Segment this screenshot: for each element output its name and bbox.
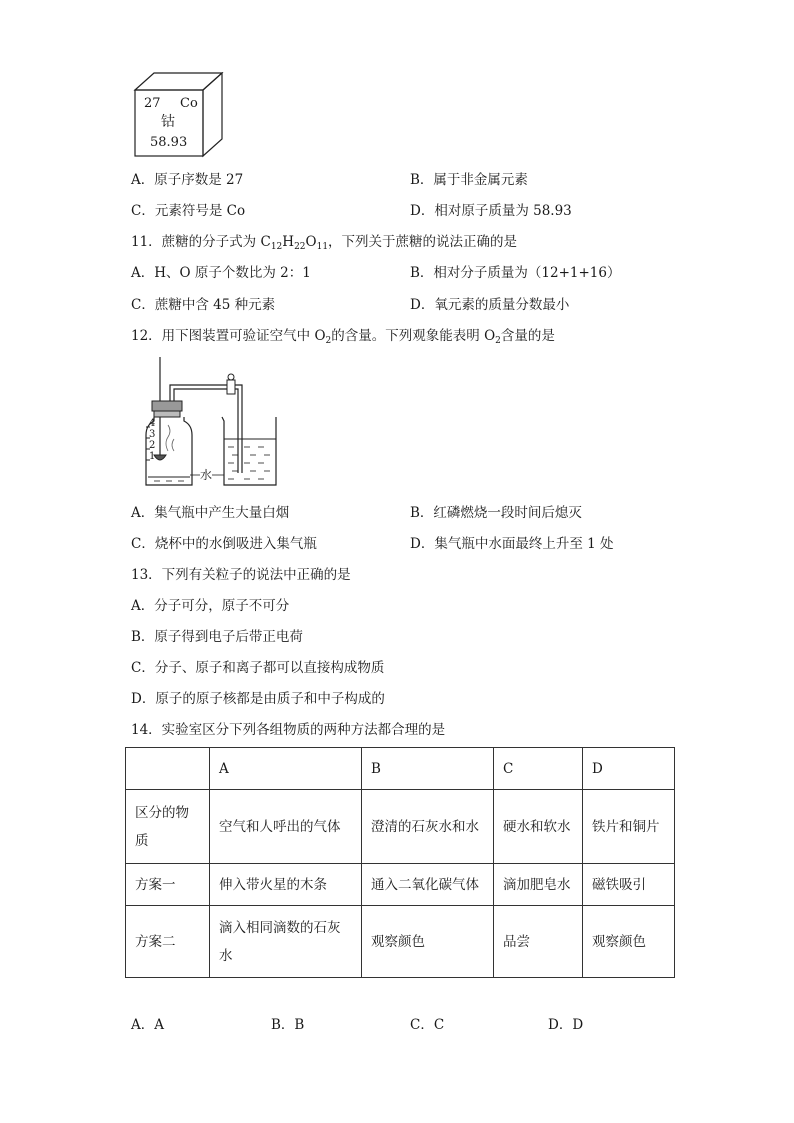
option-label: B． xyxy=(271,1017,295,1033)
q11-option-d[interactable] xyxy=(410,295,569,315)
option-label: D． xyxy=(410,203,435,219)
q10-option-b[interactable] xyxy=(410,170,528,190)
cell-line1: 滴入相同滴数的石灰 xyxy=(219,919,341,936)
q10-option-d[interactable] xyxy=(410,201,572,221)
option-label: D． xyxy=(410,297,435,313)
table-row xyxy=(126,790,675,864)
table-row xyxy=(126,864,675,906)
option-text: 分子、原子和离子都可以直接构成物质 xyxy=(154,660,385,676)
q11-option-c[interactable] xyxy=(131,295,275,315)
option-text: A xyxy=(154,1017,164,1033)
option-label: D． xyxy=(131,691,156,707)
element-atomic-number: 27 xyxy=(144,96,161,111)
q10-option-c[interactable] xyxy=(131,201,245,221)
q12-option-a[interactable] xyxy=(131,503,289,523)
table-row xyxy=(126,906,675,978)
q12-stem-part-c: 含量的是 xyxy=(500,328,555,344)
q12-stem-part-b: 的含量。下列观象能表明 O xyxy=(331,328,496,344)
option-text: 原子序数是 27 xyxy=(154,172,244,188)
table-row-label: 方案二 xyxy=(126,906,210,978)
table-header-cell: B xyxy=(362,748,494,790)
q13-option-b[interactable] xyxy=(131,627,303,647)
table-header-cell: A xyxy=(210,748,362,790)
table-cell: 观察颜色 xyxy=(583,906,675,978)
q13-option-d[interactable] xyxy=(131,689,385,709)
q13-option-c[interactable] xyxy=(131,658,384,678)
q14-option-b[interactable] xyxy=(271,1015,304,1035)
q14-stem: 14．实验室区分下列各组物质的两种方法都合理的是 xyxy=(131,722,446,738)
q12-o2-subscript-2: 2 xyxy=(495,336,501,346)
option-text: 蔗糖中含 45 种元素 xyxy=(154,297,276,313)
formula-c: C xyxy=(260,234,271,250)
option-label: C． xyxy=(131,660,155,676)
formula-o-count: 11 xyxy=(316,242,329,252)
option-label: D． xyxy=(548,1017,573,1033)
cell-line2: 水 xyxy=(219,947,233,964)
option-text: 元素符号是 Co xyxy=(154,203,246,219)
q12-option-d[interactable] xyxy=(410,534,614,554)
table-cell xyxy=(210,906,362,978)
element-symbol: Co xyxy=(180,96,198,111)
table-cell: 磁铁吸引 xyxy=(583,864,675,906)
table-cell: 伸入带火星的木条 xyxy=(210,864,362,906)
table-cell: 滴加肥皂水 xyxy=(494,864,583,906)
q10-option-a[interactable] xyxy=(131,170,243,190)
scale-mark-2: 2 xyxy=(149,440,156,451)
row-label-line2: 质 xyxy=(135,832,149,849)
q11-option-a[interactable] xyxy=(131,263,311,283)
formula-h-count: 22 xyxy=(294,242,306,252)
scale-mark-3: 3 xyxy=(149,429,156,440)
q12-option-b[interactable] xyxy=(410,503,582,523)
table-row-label xyxy=(126,790,210,864)
q12-apparatus-figure xyxy=(140,355,280,495)
water-label: 水 xyxy=(200,468,213,482)
formula-h: H xyxy=(282,234,295,250)
element-atomic-mass: 58.93 xyxy=(150,135,188,150)
q14-option-c[interactable] xyxy=(410,1015,444,1035)
q14-option-a[interactable] xyxy=(131,1015,164,1035)
q13-option-a[interactable] xyxy=(131,596,289,616)
table-cell: 铁片和铜片 xyxy=(583,790,675,864)
q11-stem-prefix: 11．蔗糖的分子式为 xyxy=(131,234,261,250)
option-text: 分子可分，原子不可分 xyxy=(154,598,290,614)
option-text: 原子的原子核都是由质子和中子构成的 xyxy=(155,691,385,707)
q12-option-c[interactable] xyxy=(131,534,317,554)
option-text: 相对分子质量为（12+1+16） xyxy=(433,265,621,281)
table-cell: 观察颜色 xyxy=(362,906,494,978)
option-text: 集气瓶中水面最终上升至 1 处 xyxy=(434,536,614,552)
table-header-row xyxy=(126,748,675,790)
option-text: H、O 原子个数比为 2：1 xyxy=(154,265,311,281)
option-label: A． xyxy=(131,265,155,281)
option-text: 原子得到电子后带正电荷 xyxy=(154,629,303,645)
element-card-figure xyxy=(130,72,230,162)
option-label: A． xyxy=(131,505,155,521)
table-cell: 品尝 xyxy=(494,906,583,978)
q13-stem: 13．下列有关粒子的说法中正确的是 xyxy=(131,567,351,583)
option-text: 烧杯中的水倒吸进入集气瓶 xyxy=(154,536,317,552)
option-text: D xyxy=(572,1017,584,1033)
option-label: B． xyxy=(131,629,155,645)
q14-table xyxy=(125,747,675,978)
element-name: 钴 xyxy=(161,114,175,130)
option-label: A． xyxy=(131,598,155,614)
q11-option-b[interactable] xyxy=(410,263,621,283)
option-text: B xyxy=(294,1017,305,1033)
option-label: C． xyxy=(131,297,155,313)
option-label: A． xyxy=(131,172,155,188)
row-label-line1: 区分的物 xyxy=(135,804,189,821)
option-text: 红磷燃烧一段时间后熄灭 xyxy=(433,505,582,521)
table-header-cell: C xyxy=(494,748,583,790)
table-cell: 空气和人呼出的气体 xyxy=(210,790,362,864)
table-cell: 通入二氧化碳气体 xyxy=(362,864,494,906)
option-label: B． xyxy=(410,265,434,281)
table-header-cell: D xyxy=(583,748,675,790)
q12-stem xyxy=(131,326,555,346)
table-cell: 硬水和软水 xyxy=(494,790,583,864)
table-cell: 澄清的石灰水和水 xyxy=(362,790,494,864)
option-label: B． xyxy=(410,505,434,521)
option-text: 氧元素的质量分数最小 xyxy=(434,297,570,313)
scale-mark-1: 1 xyxy=(149,451,156,462)
formula-c-count: 12 xyxy=(270,242,283,252)
scale-mark-4: 4 xyxy=(149,418,156,429)
table-row-label: 方案一 xyxy=(126,864,210,906)
q11-stem xyxy=(131,232,517,252)
q12-o2-subscript: 2 xyxy=(325,336,332,346)
table-header-cell xyxy=(126,748,210,790)
option-label: C． xyxy=(131,203,155,219)
option-label: D． xyxy=(410,536,435,552)
formula-o: O xyxy=(305,234,317,250)
option-text: C xyxy=(433,1017,445,1033)
q12-stem-part-a: 12．用下图装置可验证空气中 O xyxy=(131,328,326,344)
option-label: A． xyxy=(131,1017,155,1033)
option-label: C． xyxy=(131,536,155,552)
option-text: 集气瓶中产生大量白烟 xyxy=(154,505,290,521)
option-text: 属于非金属元素 xyxy=(433,172,528,188)
option-label: B． xyxy=(410,172,434,188)
q11-stem-suffix: ，下列关于蔗糖的说法正确的是 xyxy=(328,234,518,250)
q14-option-d[interactable] xyxy=(548,1015,583,1035)
option-label: C． xyxy=(410,1017,434,1033)
option-text: 相对原子质量为 58.93 xyxy=(434,203,572,219)
